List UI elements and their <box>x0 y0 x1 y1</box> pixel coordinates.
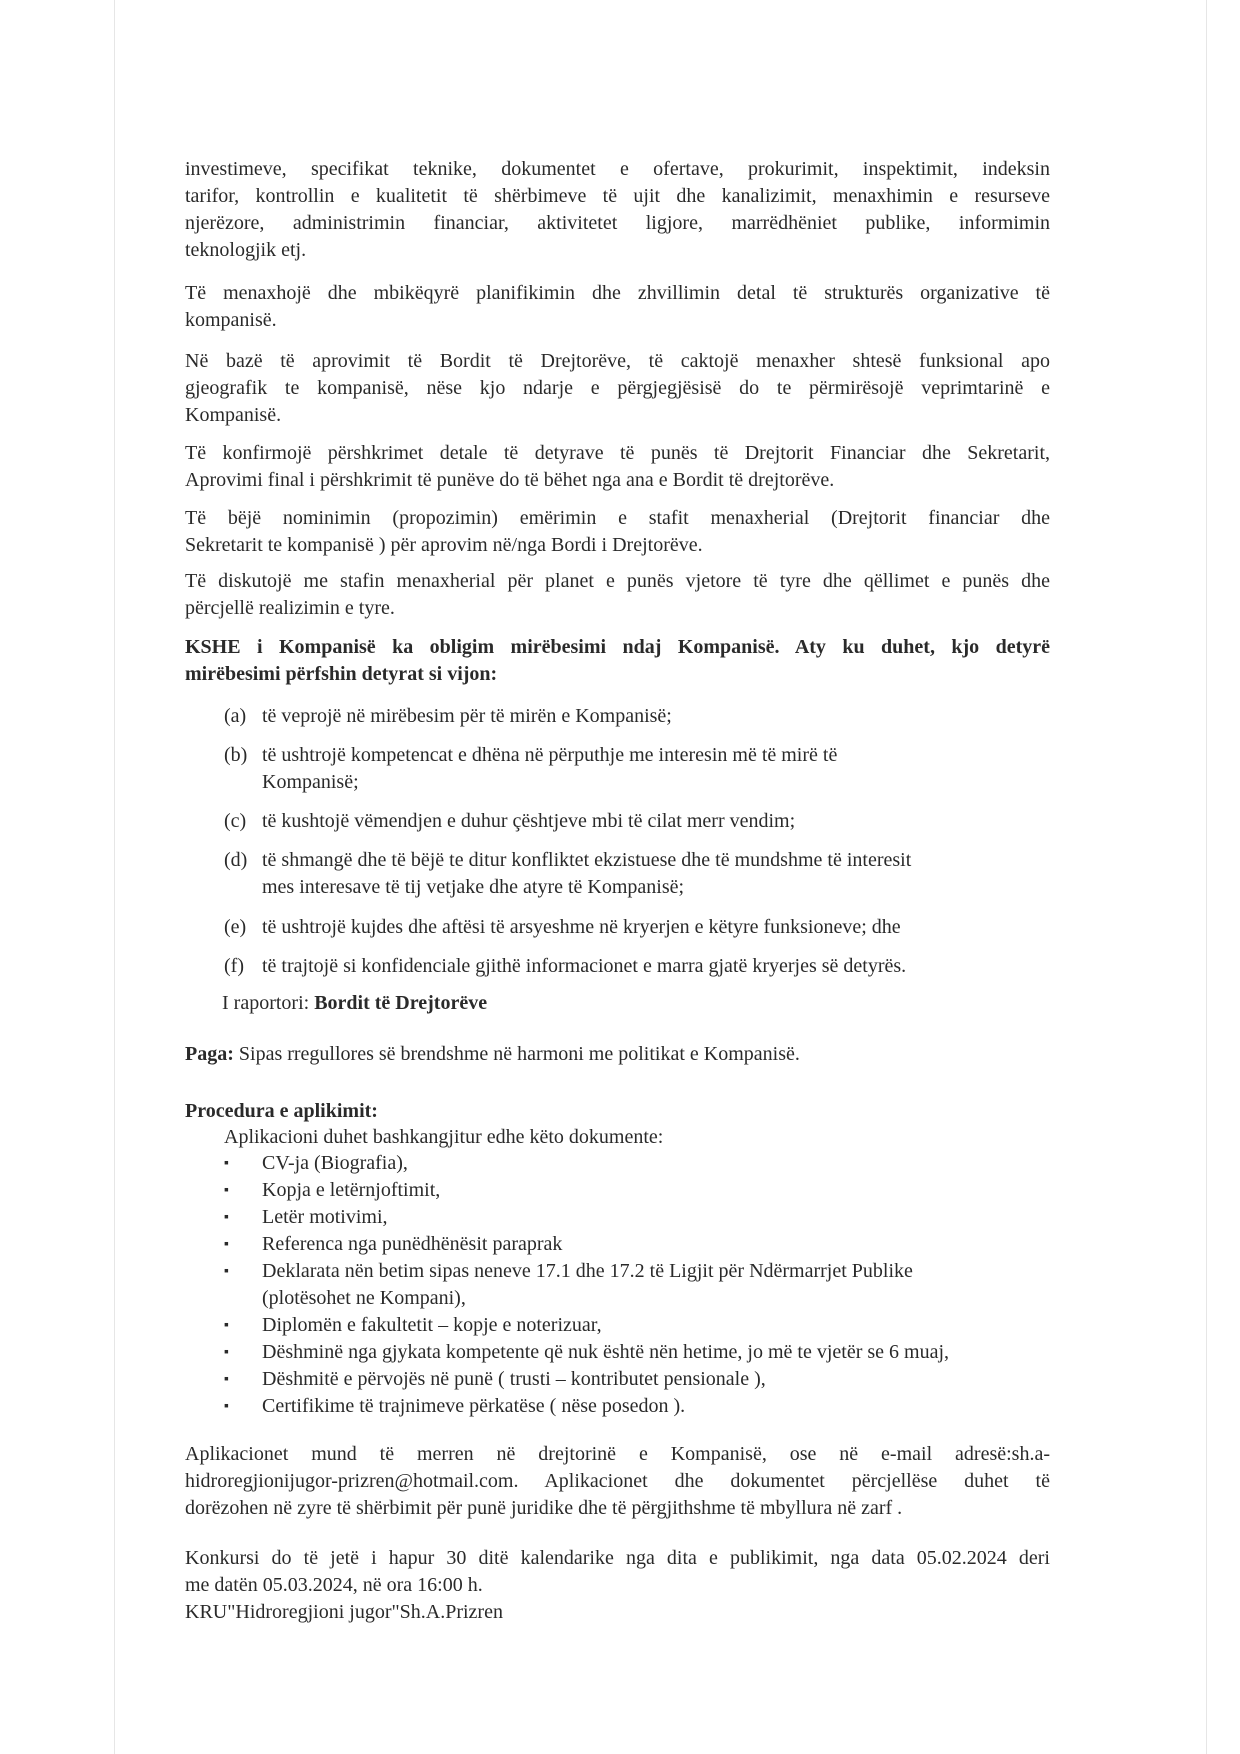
reports-to-value: Bordit të Drejtorëve <box>314 992 488 1014</box>
paragraph-structure <box>185 280 1050 334</box>
signature-company: KRU"Hidroregjioni jugor"Sh.A.Prizren <box>185 1601 503 1623</box>
text-line: tarifor, kontrollin e kualitetit të shërbimeve të ujit dhe kanalizimit, menaxhimin e resurseve <box>185 185 1050 207</box>
paragraph-managers <box>185 348 1050 429</box>
bullet-icon: ▪ <box>224 1183 229 1198</box>
text-line: Të menaxhojë dhe mbikëqyrë planifikimin dhe zhvillimin detal të strukturës organizative të <box>185 282 1050 304</box>
text-line: Konkursi do të jetë i hapur 30 ditë kalendarike nga dita e publikimit, nga data 05.02.2024 deri <box>185 1547 1050 1569</box>
list-item-line: të shmangë dhe të bëjë te ditur konfliktet ekzistuese dhe të mundshme të interesit <box>262 849 912 871</box>
list-letter: (c) <box>224 810 247 832</box>
paragraph-nomination <box>185 505 1050 559</box>
procedure-intro: Aplikacioni duhet bashkangjitur edhe këto dokumente: <box>224 1126 664 1148</box>
reports-to-label: I raportori: <box>222 992 315 1014</box>
text-line: me datën 05.03.2024, në ora 16:00 h. <box>185 1574 483 1596</box>
text-line: teknologjik etj. <box>185 239 307 261</box>
document-item: Certifikime të trajnimeve përkatëse ( nëse posedon ). <box>262 1395 686 1417</box>
text-line: Të diskutojë me stafin menaxherial për planet e punës vjetore të tyre dhe qëllimet e punës dhe <box>185 570 1050 592</box>
list-item: të veprojë në mirëbesim për të mirën e Kompanisë; <box>262 705 672 727</box>
paragraph-job-descriptions <box>185 440 1050 494</box>
document-item-line: Deklarata nën betim sipas neneve 17.1 dhe 17.2 të Ligjit për Ndërmarrjet Publike <box>262 1260 913 1282</box>
text-line: Aprovimi final i përshkrimit të punëve do të bëhet nga ana e Bordit të drejtorëve. <box>185 469 835 491</box>
salary-text: Sipas rregullores së brendshme në harmoni me politikat e Kompanisë. <box>233 1043 800 1065</box>
text-line: Në bazë të aprovimit të Bordit të Drejtorëve, të caktojë menaxher shtesë funksional apo <box>185 350 1050 372</box>
bullet-icon: ▪ <box>224 1237 229 1252</box>
paragraph-competition <box>185 1545 1050 1626</box>
text-line: përcjellë realizimin e tyre. <box>185 597 395 619</box>
scan-edge-right <box>1206 0 1207 1754</box>
document-item: Letër motivimi, <box>262 1206 388 1228</box>
salary-label: Paga: <box>185 1043 234 1065</box>
list-item-line: Kompanisë; <box>262 771 359 793</box>
list-item <box>262 847 1062 901</box>
bullet-icon: ▪ <box>224 1210 229 1225</box>
text-line: gjeografik te kompanisë, nëse kjo ndarje e përgjegjësisë do te përmirësojë veprimtarinë e <box>185 377 1050 399</box>
text-line: Sekretarit te kompanisë ) për aprovim në/nga Bordi i Drejtorëve. <box>185 534 703 556</box>
list-letter: (d) <box>224 849 248 871</box>
document-item: Dëshmitë e përvojës në punë ( trusti – kontributet pensionale ), <box>262 1368 766 1390</box>
text-line: Të konfirmojë përshkrimet detale të detyrave të punës të Drejtorit Financiar dhe Sekretarit, <box>185 442 1050 464</box>
list-letter: (e) <box>224 916 247 938</box>
bullet-icon: ▪ <box>224 1399 229 1414</box>
paragraph-fiduciary-duty <box>185 634 1050 688</box>
list-letter: (a) <box>224 705 247 727</box>
paragraph-work-plans <box>185 568 1050 622</box>
bullet-icon: ▪ <box>224 1372 229 1387</box>
procedure-heading: Procedura e aplikimit: <box>185 1100 378 1122</box>
text-line: dorëzohen në zyre të shërbimit për punë juridike dhe të përgjithshme të mbyllura në zarf . <box>185 1497 903 1519</box>
reports-to <box>222 990 487 1017</box>
document-item <box>262 1258 1062 1312</box>
text-line: hidroregjionijugor-prizren@hotmail.com. Aplikacionet dhe dokumentet përcjellëse duhet të <box>185 1470 1050 1492</box>
text-line: kompanisë. <box>185 309 277 331</box>
paragraph-applications <box>185 1441 1050 1522</box>
list-item <box>262 742 1062 796</box>
list-item: të ushtrojë kujdes dhe aftësi të arsyeshme në kryerjen e këtyre funksioneve; dhe <box>262 916 901 938</box>
bullet-icon: ▪ <box>224 1345 229 1360</box>
document-item: Diplomën e fakultetit – kopje e noterizuar, <box>262 1314 602 1336</box>
text-line: investimeve, specifikat teknike, dokumentet e ofertave, prokurimit, inspektimit, indeksin <box>185 158 1050 180</box>
text-line: mirëbesimi përfshin detyrat si vijon: <box>185 663 498 685</box>
text-line: KSHE i Kompanisë ka obligim mirëbesimi ndaj Kompanisë. Aty ku duhet, kjo detyrë <box>185 636 1050 658</box>
bullet-icon: ▪ <box>224 1156 229 1171</box>
text-line: njerëzore, administrimin financiar, aktivitetet ligjore, marrëdhëniet publike, informimin <box>185 212 1050 234</box>
list-item: të kushtojë vëmendjen e duhur çështjeve mbi të cilat merr vendim; <box>262 810 796 832</box>
paragraph-responsibilities <box>185 156 1050 264</box>
text-line: Kompanisë. <box>185 404 282 426</box>
list-letter: (f) <box>224 955 244 977</box>
list-item-line: mes interesave të tij vetjake dhe atyre të Kompanisë; <box>262 876 685 898</box>
document-item: Kopja e letërnjoftimit, <box>262 1179 441 1201</box>
list-item-line: të ushtrojë kompetencat e dhëna në përputhje me interesin më të mirë të <box>262 744 838 766</box>
list-letter: (b) <box>224 744 248 766</box>
list-item: të trajtojë si konfidenciale gjithë informacionet e marra gjatë kryerjes së detyrës. <box>262 955 907 977</box>
text-line: Të bëjë nominimin (propozimin) emërimin e stafit menaxherial (Drejtorit financiar dhe <box>185 507 1050 529</box>
bullet-icon: ▪ <box>224 1264 229 1279</box>
text-line: Aplikacionet mund të merren në drejtorinë e Kompanisë, ose në e-mail adresë:sh.a- <box>185 1443 1050 1465</box>
salary-line <box>185 1041 800 1068</box>
document-item: Referenca nga punëdhënësit paraprak <box>262 1233 563 1255</box>
document-item: Dëshminë nga gjykata kompetente që nuk është nën hetime, jo më te vjetër se 6 muaj, <box>262 1341 950 1363</box>
document-item-line: (plotësohet ne Kompani), <box>262 1287 466 1309</box>
bullet-icon: ▪ <box>224 1318 229 1333</box>
scan-edge-left <box>114 0 115 1754</box>
document-item: CV-ja (Biografia), <box>262 1152 408 1174</box>
